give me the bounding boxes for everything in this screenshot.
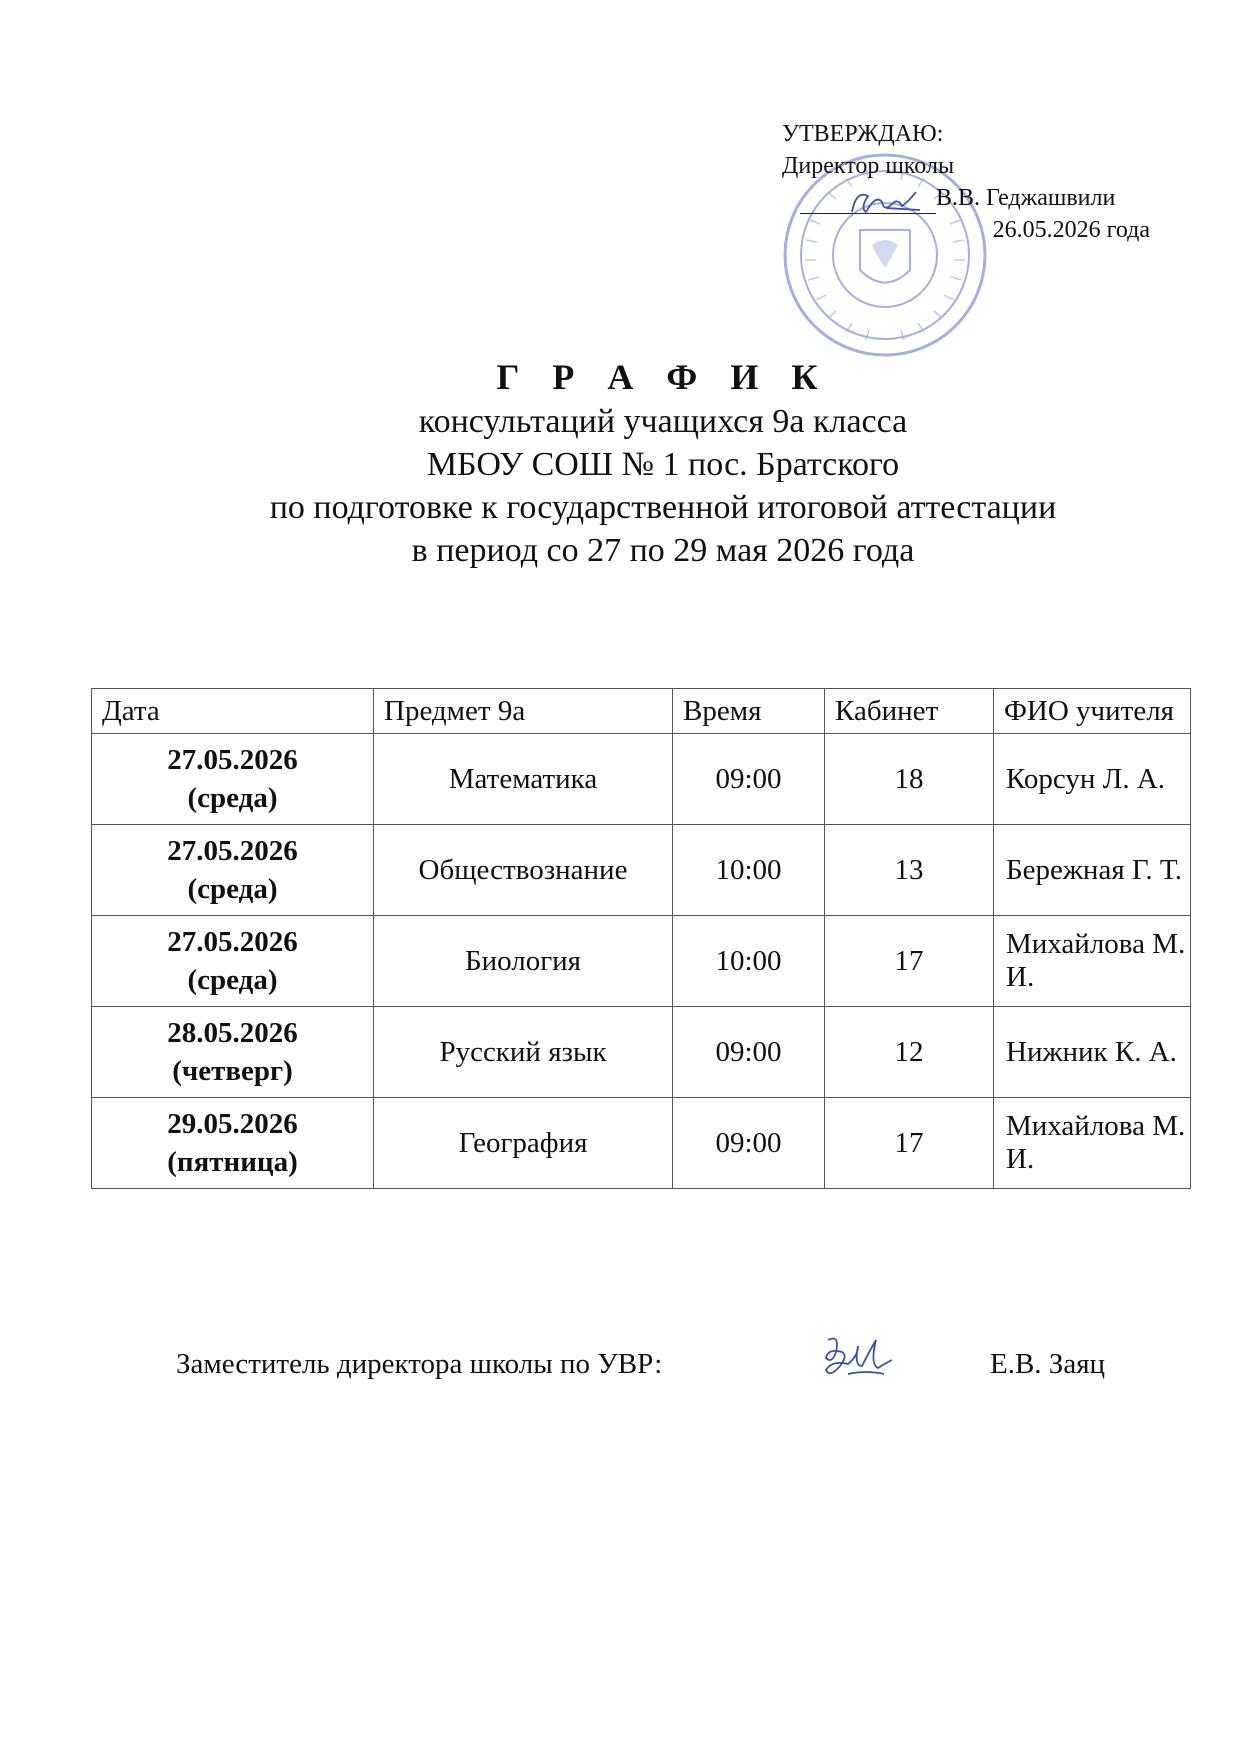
- time-cell: 09:00: [673, 1098, 825, 1189]
- date-cell: 27.05.2026 (среда): [92, 916, 374, 1007]
- table-row: [92, 916, 1191, 1007]
- document-title: [0, 356, 1241, 572]
- subject-cell: Математика: [374, 734, 673, 825]
- table-row: [92, 1007, 1191, 1098]
- time-cell: 10:00: [673, 916, 825, 1007]
- room-cell: 12: [825, 1007, 994, 1098]
- title-line-2: МБОУ СОШ № 1 пос. Братского: [426, 446, 900, 483]
- time-cell: 09:00: [673, 1007, 825, 1098]
- subject-cell: География: [374, 1098, 673, 1189]
- schedule-table: [91, 688, 1191, 1189]
- approval-position: Директор школы: [782, 153, 955, 179]
- approval-date: 26.05.2026 года: [992, 217, 1150, 243]
- director-signature: [846, 182, 926, 224]
- room-cell: 17: [825, 916, 994, 1007]
- director-name: В.В. Геджашвили: [936, 185, 1116, 211]
- header-teacher: ФИО учителя: [994, 689, 1191, 734]
- date-cell: 28.05.2026 (четверг): [92, 1007, 374, 1098]
- approval-title: УТВЕРЖДАЮ:: [782, 121, 944, 147]
- table-row: [92, 825, 1191, 916]
- table-row: [92, 1098, 1191, 1189]
- header-room: Кабинет: [825, 689, 994, 734]
- date-cell: 27.05.2026 (среда): [92, 734, 374, 825]
- teacher-cell: Корсун Л. А.: [994, 734, 1191, 825]
- teacher-cell: Михайлова М. И.: [994, 916, 1191, 1007]
- deputy-name: Е.В. Заяц: [990, 1348, 1106, 1380]
- room-cell: 13: [825, 825, 994, 916]
- time-cell: 10:00: [673, 825, 825, 916]
- approval-block: [782, 118, 1152, 246]
- teacher-cell: Михайлова М. И.: [994, 1098, 1191, 1189]
- header-time: Время: [673, 689, 825, 734]
- room-cell: 17: [825, 1098, 994, 1189]
- header-date: Дата: [92, 689, 374, 734]
- deputy-signature: [818, 1330, 898, 1388]
- title-line-3: по подготовке к государственной итоговой аттестации: [269, 489, 1057, 526]
- subject-cell: Обществознание: [374, 825, 673, 916]
- title-line-1: консультаций учащихся 9а класса: [418, 403, 908, 440]
- room-cell: 18: [825, 734, 994, 825]
- teacher-cell: Нижник К. А.: [994, 1007, 1191, 1098]
- date-cell: 29.05.2026 (пятница): [92, 1098, 374, 1189]
- page-title: Г Р А Ф И К: [496, 357, 830, 397]
- table-row: [92, 734, 1191, 825]
- deputy-label: Заместитель директора школы по УВР:: [176, 1348, 663, 1380]
- title-line-4: в период со 27 по 29 мая 2026 года: [411, 532, 915, 569]
- subject-cell: Биология: [374, 916, 673, 1007]
- header-subject: Предмет 9а: [374, 689, 673, 734]
- time-cell: 09:00: [673, 734, 825, 825]
- date-cell: 27.05.2026 (среда): [92, 825, 374, 916]
- subject-cell: Русский язык: [374, 1007, 673, 1098]
- teacher-cell: Бережная Г. Т.: [994, 825, 1191, 916]
- table-header-row: [92, 689, 1191, 734]
